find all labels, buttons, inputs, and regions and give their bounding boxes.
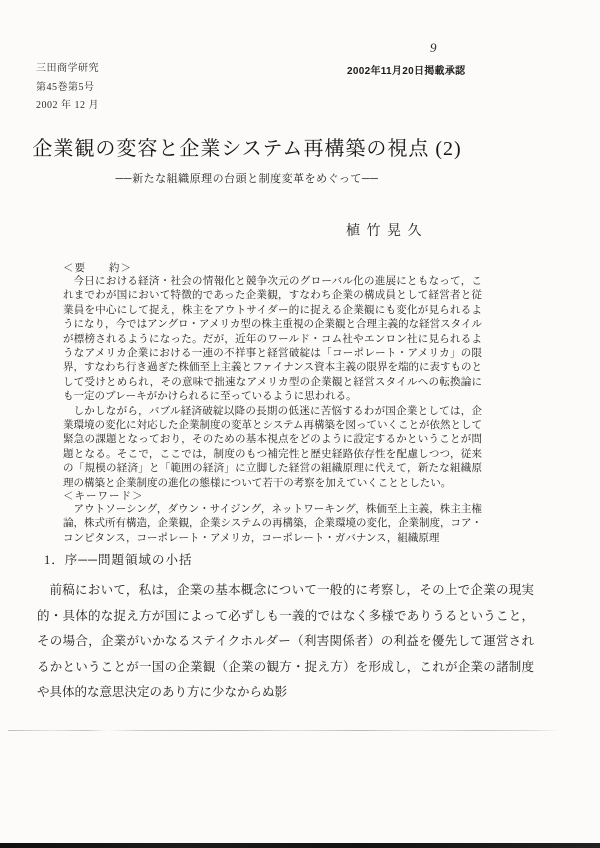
- keywords-label: ＜キーワード＞: [63, 491, 144, 502]
- journal-volume: 第45巻第5号: [36, 81, 95, 93]
- body-paragraph: 前稿において，私は，企業の基本概念について一般的に考察し，その上で企業の現実的・具体的な捉え方が国によって必ずしも一義的ではなく多様でありうるということ，その場合，企業がいかなるステイクホルダー（利害関係者）の利益を優先して運営されるかということが一国の企業観（企業の観方・捉え方）を形成し，これが企業の諸制度や具体的な意思決定のあり方に少なからぬ影: [37, 583, 534, 700]
- scan-bottom-edge: [0, 843, 600, 848]
- keywords-text: アウトソーシング，ダウン・サイジング，ネットワーキング，株価至上主義，株主主権論，株式所有構造，企業観，企業システムの再構築，企業環境の変化，企業制度，コア・コンピタンス，コーポレート・アメリカ，コーポレート・ガバナンス，組織原理: [63, 504, 482, 544]
- journal-date: 2002 年 12 月: [36, 100, 99, 111]
- abstract-body: [63, 275, 482, 491]
- journal-name: 三田商学研究: [36, 63, 99, 74]
- abstract-paragraph: 今日における経済・社会の情報化と競争次元のグローバル化の進展にともなって，これまでわが国において特徴的であった企業観，すなわち企業の構成員として経営者と従業員を中心にして捉え，株主をアウトサイダー的に捉える企業観にも変化が見られるようになり，今ではアングロ・アメリカ型の株主重視の企業観と合理主義的な経営スタイルが標榜されるようになった。だが，近年のワールド・コム社やエンロン社に見られるようなアメリカ企業における一連の不祥事と経営破綻は「コーポレート・アメリカ」の限界，すなわち行き過ぎた株価至上主義とファイナンス資本主義の限界を端的に表すものとして受けとめられ，その意味で拙速なアメリカ型の企業観と経営スタイルへの転換論にも一定のブレーキがかけられるに至っているように思われる。: [63, 276, 482, 403]
- page-number: 9: [430, 40, 437, 55]
- scan-artifact-line: [8, 730, 560, 731]
- abstract-label: ＜要 約＞: [63, 263, 132, 274]
- approval-stamp: 2002年11月20日掲載承認: [347, 66, 466, 77]
- article-subtitle: ──新たな組織原理の台頭と制度変革をめぐって──: [115, 173, 379, 185]
- abstract-paragraph: しかしながら，バブル経済破綻以降の長期の低迷に苦悩するわが国企業としては，企業環境の変化に対応した企業制度の変革とシステム再構築を図っていくことが依然として緊急の課題となっており，そのための基本視点をどのように設定するかということが問題となる。そこで，ここでは，制度のもつ補完性と歴史経路依存性を配慮しつつ，従来の「規模の経済」と「範囲の経済」に立脚した経営の組織原理に代えて，新たな組織原理の構築と企業制度の進化の態様について若干の考察を加えていくこととしたい。: [63, 405, 482, 489]
- author-name: 植 竹 晃 久: [346, 224, 423, 239]
- section-heading: 1．序──問題領域の小括: [44, 553, 193, 567]
- title-block: [0, 136, 494, 186]
- article-title: 企業観の変容と企業システム再構築の視点 (2): [32, 138, 462, 160]
- journal-info-block: [36, 60, 176, 116]
